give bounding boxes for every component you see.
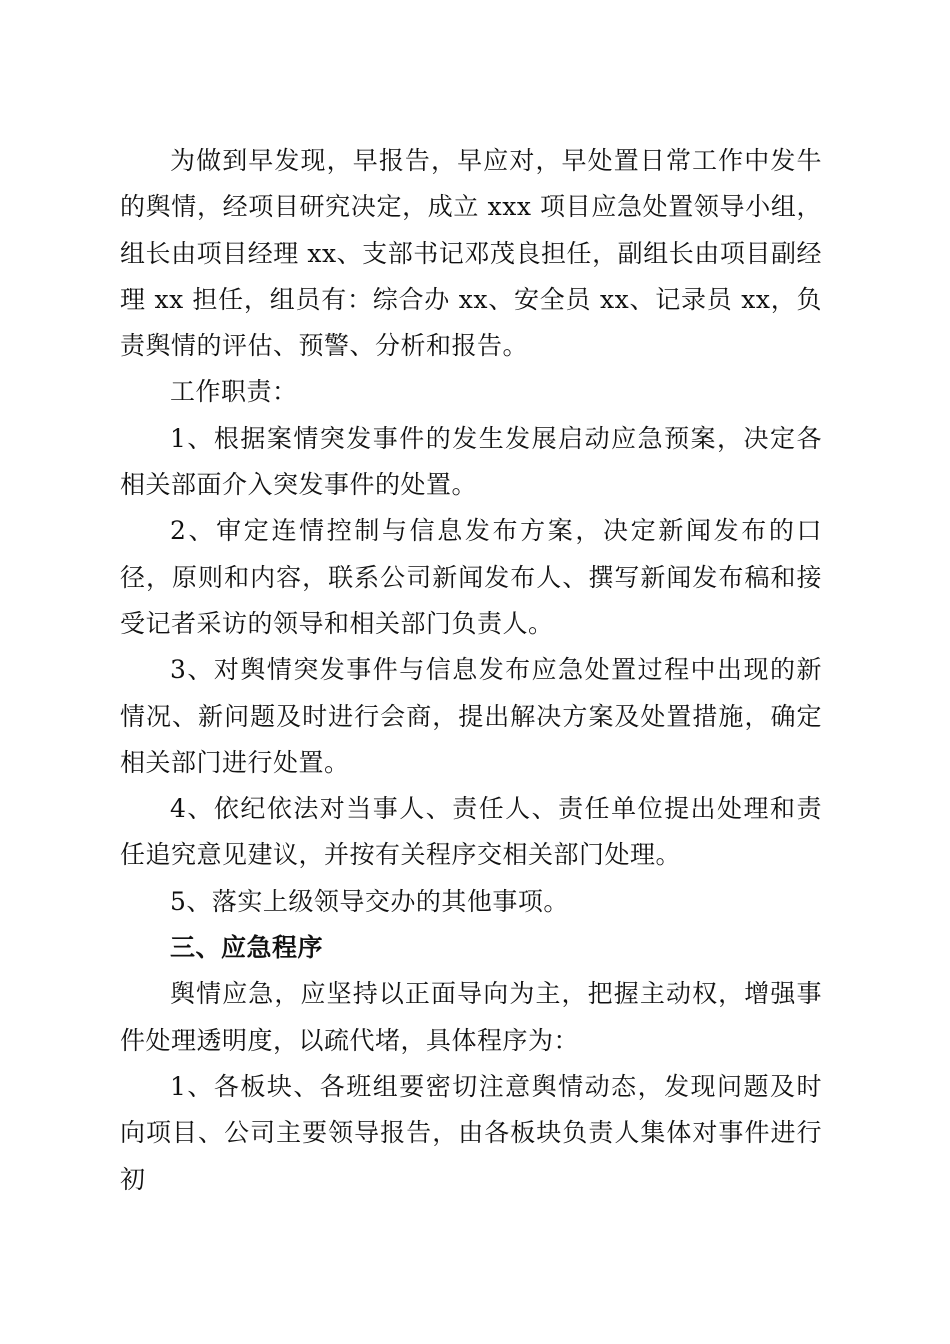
section-heading: 三、应急程序 bbox=[170, 933, 324, 963]
paragraph-duties-label: 工作职责： bbox=[170, 377, 298, 407]
paragraph-duty-3: 3、对舆情突发事件与信息发布应急处置过程中出现的新情况、新问题及时进行会商，提出解决方案及处置措施，确定相关部门进行处置。 bbox=[120, 655, 822, 777]
paragraph-duty-4: 4、依纪依法对当事人、责任人、责任单位提出处理和责任追究意见建议，并按有关程序交相关部门处理。 bbox=[120, 794, 822, 870]
paragraph-procedure-1: 1、各板块、各班组要密切注意舆情动态，发现问题及时向项目、公司主要领导报告，由各板块负责人集体对事件进行初 bbox=[120, 1071, 822, 1194]
paragraph-procedure-intro: 舆情应急，应坚持以正面导向为主，把握主动权，增强事件处理透明度，以疏代堵，具体程序为： bbox=[120, 979, 822, 1055]
paragraph-duty-1: 1、根据案情突发事件的发生发展启动应急预案，决定各相关部面介入突发事件的处置。 bbox=[120, 423, 822, 500]
paragraph-duty-2: 2、审定连情控制与信息发布方案，决定新闻发布的口径，原则和内容，联系公司新闻发布人、撰写新闻发布稿和接受记者采访的领导和相关部门负责人。 bbox=[120, 516, 822, 638]
paragraph-duty-5: 5、落实上级领导交办的其他事项。 bbox=[170, 886, 569, 916]
paragraph-leading-group: 为做到早发现，早报告，早应对，早处置日常工作中发牛的舆情，经项目研究决定，成立 xxx 项目应急处置领导小组，组长由项目经理 xx、支部书记邓茂良担任，副组长由项目副经理 xx 担任，组员有：综合办 xx、安全员 xx、记录员 xx，负责舆情的评估、预警、分析和报告。 bbox=[120, 146, 822, 361]
document-body bbox=[120, 138, 822, 1203]
